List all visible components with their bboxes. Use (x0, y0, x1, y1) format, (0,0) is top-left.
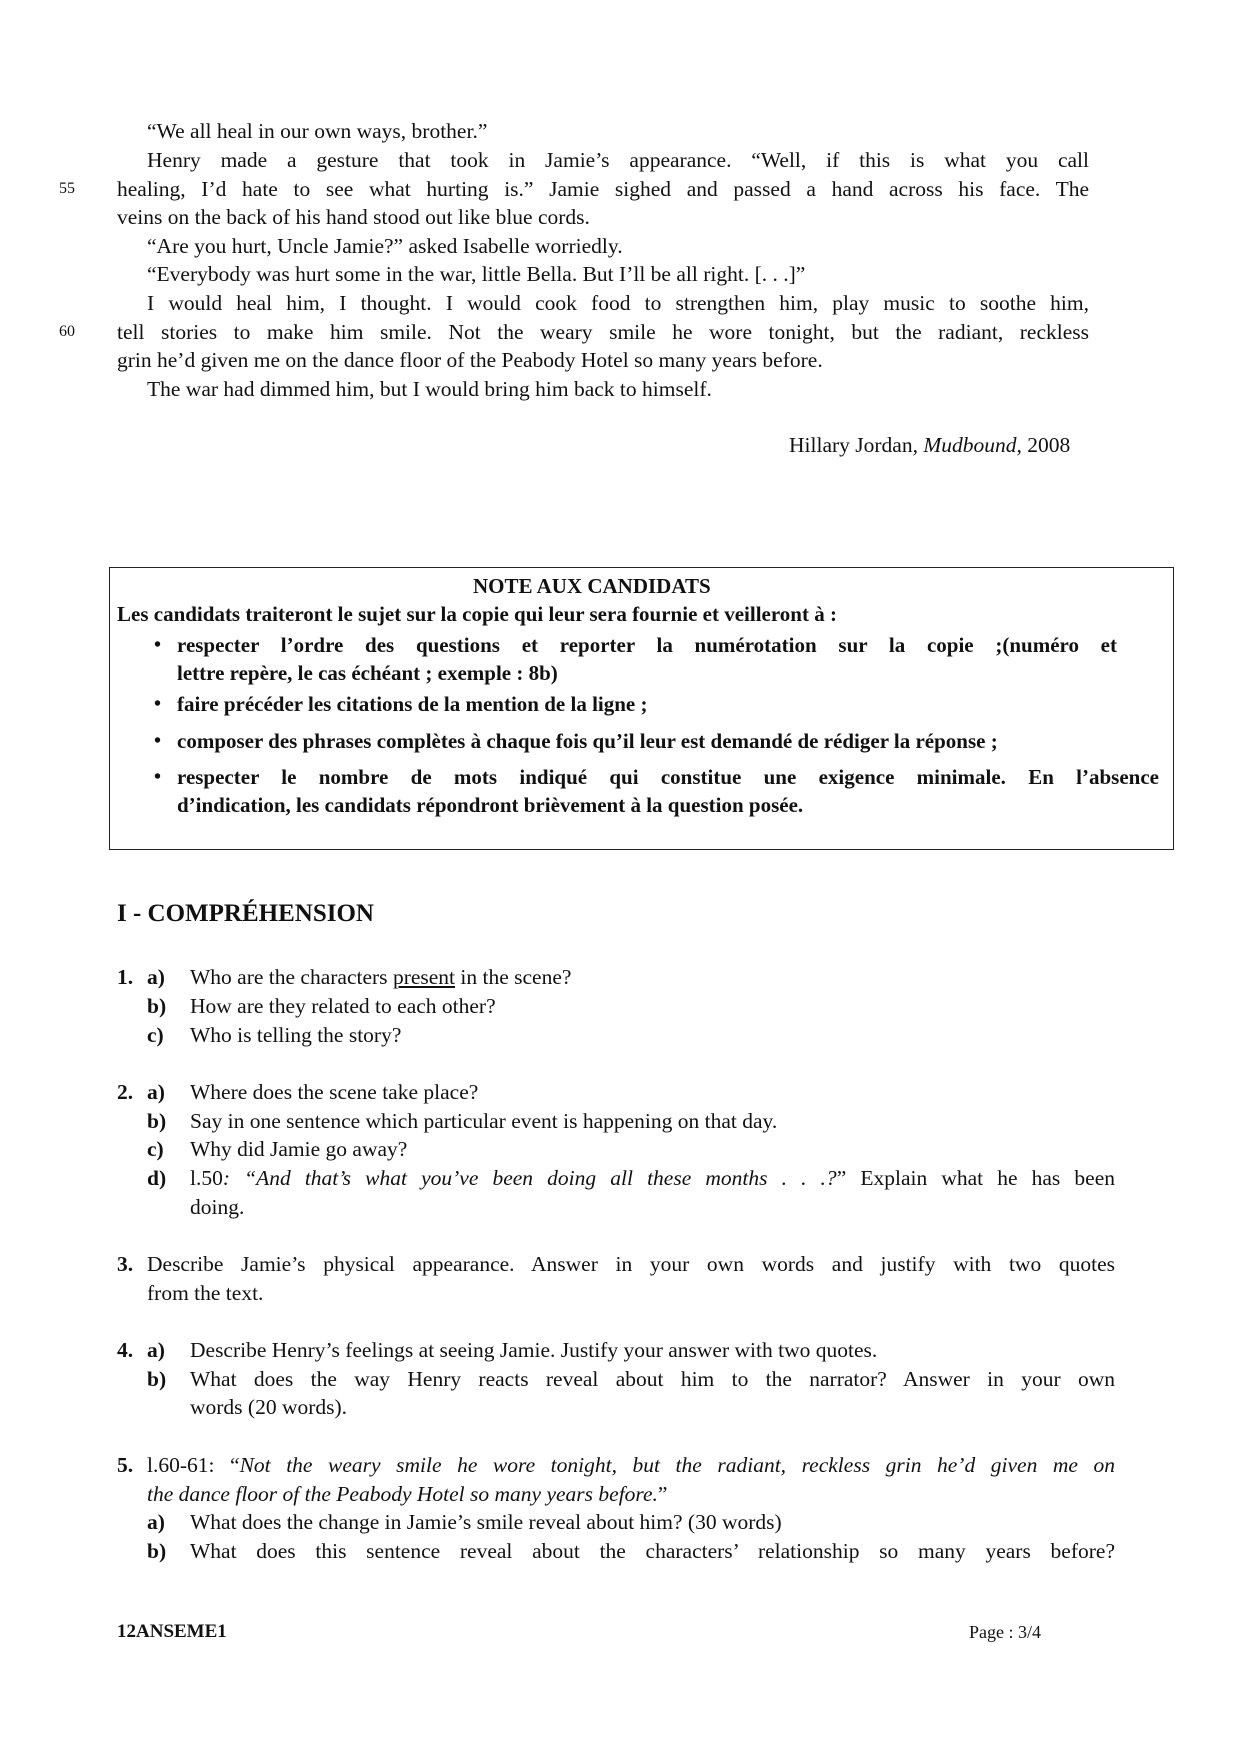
bullet-icon: • (154, 634, 162, 656)
question-letter: b) (147, 1367, 167, 1391)
page-number: Page : 3/4 (969, 1622, 1041, 1642)
citation-sep: , (912, 433, 924, 457)
question-text: Who are the characters present in the scene? (190, 965, 572, 989)
passage-line: “Everybody was hurt some in the war, little Bella. But I’ll be all right. [. . .]” (147, 262, 806, 286)
note-title: NOTE AUX CANDIDATS (473, 574, 711, 598)
question-text: l.50: “And that’s what you’ve been doing all these months . . .?” Explain what he has been (190, 1166, 1115, 1190)
citation-title: Mudbound (923, 433, 1017, 457)
note-bullet-text: faire précéder les citations de la mention de la ligne ; (177, 692, 648, 716)
bullet-icon: • (154, 766, 162, 788)
question-text: Why did Jamie go away? (190, 1137, 408, 1161)
section-heading: I - COMPRÉHENSION (117, 900, 374, 927)
question-number: 3. (117, 1252, 134, 1276)
passage-line: I would heal him, I thought. I would cook food to strengthen him, play music to soothe him, (147, 291, 1089, 315)
question-text: Say in one sentence which particular event is happening on that day. (190, 1109, 778, 1133)
citation-year: , 2008 (1016, 433, 1071, 457)
passage-line: tell stories to make him smile. Not the weary smile he wore tonight, but the radiant, reckless (117, 320, 1089, 344)
passage-line: “We all heal in our own ways, brother.” (147, 119, 488, 143)
question-text: words (20 words). (190, 1395, 348, 1419)
question-text: How are they related to each other? (190, 994, 496, 1018)
bullet-icon: • (154, 730, 162, 752)
question-letter: b) (147, 1539, 167, 1563)
passage-line: “Are you hurt, Uncle Jamie?” asked Isabelle worriedly. (147, 234, 623, 258)
question-letter: a) (147, 1338, 165, 1362)
question-letter: c) (147, 1137, 164, 1161)
question-letter: b) (147, 994, 167, 1018)
question-letter: d) (147, 1166, 167, 1190)
question-letter: a) (147, 965, 165, 989)
question-text: Describe Jamie’s physical appearance. Answer in your own words and justify with two quotes (147, 1252, 1115, 1276)
question-letter: a) (147, 1510, 165, 1534)
bullet-icon: • (154, 693, 162, 715)
question-letter: c) (147, 1023, 164, 1047)
question-text: doing. (190, 1195, 245, 1219)
line-number: 60 (59, 323, 75, 340)
question-number: 5. (117, 1453, 134, 1477)
citation (789, 431, 1070, 459)
question-text: Where does the scene take place? (190, 1080, 479, 1104)
question-number: 1. (117, 965, 134, 989)
passage-line: veins on the back of his hand stood out like blue cords. (117, 205, 590, 229)
citation-author: Hillary Jordan (789, 433, 913, 457)
question-text: What does this sentence reveal about the characters’ relationship so many years before? (190, 1539, 1115, 1563)
question-text: from the text. (147, 1281, 264, 1305)
note-bullet-text: composer des phrases complètes à chaque fois qu’il leur est demandé de rédiger la réponse ; (177, 729, 998, 753)
question-text: What does the change in Jamie’s smile reveal about him? (30 words) (190, 1510, 782, 1534)
question-letter: a) (147, 1080, 165, 1104)
note-bullet-text: respecter le nombre de mots indiqué qui constitue une exigence minimale. En l’absence (177, 765, 1159, 789)
question-text: What does the way Henry reacts reveal about him to the narrator? Answer in your own (190, 1367, 1115, 1391)
note-intro: Les candidats traiteront le sujet sur la copie qui leur sera fournie et veilleront à : (117, 602, 837, 626)
question-number: 4. (117, 1338, 134, 1362)
line-number: 55 (59, 180, 75, 197)
note-bullet-text: respecter l’ordre des questions et reporter la numérotation sur la copie ;(numéro et (177, 633, 1117, 657)
footer-code: 12ANSEME1 (117, 1621, 227, 1642)
passage-line: The war had dimmed him, but I would bring him back to himself. (147, 377, 712, 401)
question-number: 2. (117, 1080, 134, 1104)
note-bullet-text: lettre repère, le cas échéant ; exemple : 8b) (177, 661, 558, 685)
question-text: the dance floor of the Peabody Hotel so many years before.” (147, 1482, 668, 1506)
passage-line: healing, I’d hate to see what hurting is.” Jamie sighed and passed a hand across his face. The (117, 177, 1089, 201)
passage-line: grin he’d given me on the dance floor of the Peabody Hotel so many years before. (117, 348, 823, 372)
passage-line: Henry made a gesture that took in Jamie’s appearance. “Well, if this is what you call (147, 148, 1089, 172)
question-letter: b) (147, 1109, 167, 1133)
question-text: Describe Henry’s feelings at seeing Jamie. Justify your answer with two quotes. (190, 1338, 878, 1362)
question-text: Who is telling the story? (190, 1023, 402, 1047)
note-bullet-text: d’indication, les candidats répondront brièvement à la question posée. (177, 793, 804, 817)
question-text: l.60-61: “Not the weary smile he wore tonight, but the radiant, reckless grin he’d given me on (147, 1453, 1116, 1477)
